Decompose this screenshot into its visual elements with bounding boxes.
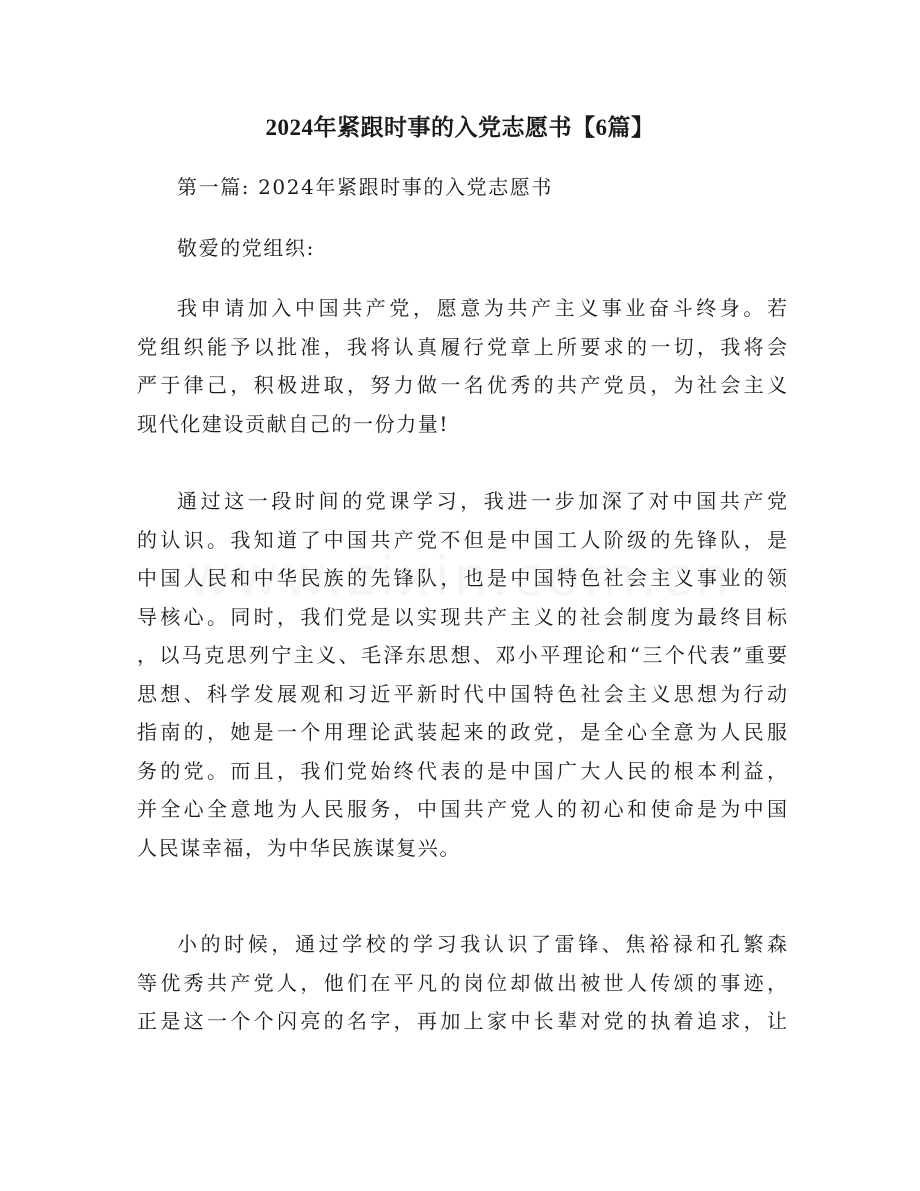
paragraph-line: 我申请加入中国共产党，愿意为共产主义事业奋斗终身。若 (177, 296, 787, 320)
paragraph-line: 严于律己，积极进取，努力做一名优秀的共产党员，为社会主义 (137, 373, 787, 397)
paragraph-line: 的认识。我知道了中国共产党不但是中国工人阶级的先锋队，是 (137, 527, 787, 552)
salutation: 敬爱的党组织: (177, 236, 315, 260)
paragraph-line: ，以马克思列宁主义、毛泽东思想、邓小平理论和“三个代表”重要 (137, 643, 787, 667)
paragraph-line: 指南的，她是一个用理论武装起来的政党，是全心全意为人民服 (137, 720, 787, 744)
paragraph (137, 482, 787, 867)
paragraph-line: 人民谋幸福，为中华民族谋复兴。 (137, 835, 461, 860)
paragraph (137, 925, 787, 1041)
paragraph-line: 通过这一段时间的党课学习，我进一步加深了对中国共产党 (177, 489, 787, 513)
paragraph-line: 正是这一个个闪亮的名字，再加上家中长辈对党的执着追求，让 (137, 1009, 787, 1033)
paragraph-line: 务的党。而且，我们党始终代表的是中国广大人民的根本利益， (137, 758, 787, 783)
paragraph-line: 小的时候，通过学校的学习我认识了雷锋、焦裕禄和孔繁森 (177, 932, 787, 956)
section-subtitle: 第一篇: 2024年紧跟时事的入党志愿书 (177, 175, 553, 199)
paragraph-line: 并全心全意地为人民服务，中国共产党人的初心和使命是为中国 (137, 797, 787, 821)
paragraph-line: 导核心。同时，我们党是以实现共产主义的社会制度为最终目标 (137, 604, 787, 629)
paragraph-line: 思想、科学发展观和习近平新时代中国特色社会主义思想为行动 (137, 681, 787, 706)
paragraph-line: 现代化建设贡献自己的一份力量! (137, 411, 450, 436)
paragraph-line: 等优秀共产党人，他们在平凡的岗位却做出被世人传颂的事迹， (137, 970, 787, 995)
paragraph (137, 289, 787, 443)
paragraph-line: 中国人民和中华民族的先锋队，也是中国特色社会主义事业的领 (137, 566, 787, 590)
document-title: 2024年紧跟时事的入党志愿书【6篇】 (265, 115, 655, 140)
paragraph-line: 党组织能予以批准，我将认真履行党章上所要求的一切，我将会 (137, 334, 787, 359)
